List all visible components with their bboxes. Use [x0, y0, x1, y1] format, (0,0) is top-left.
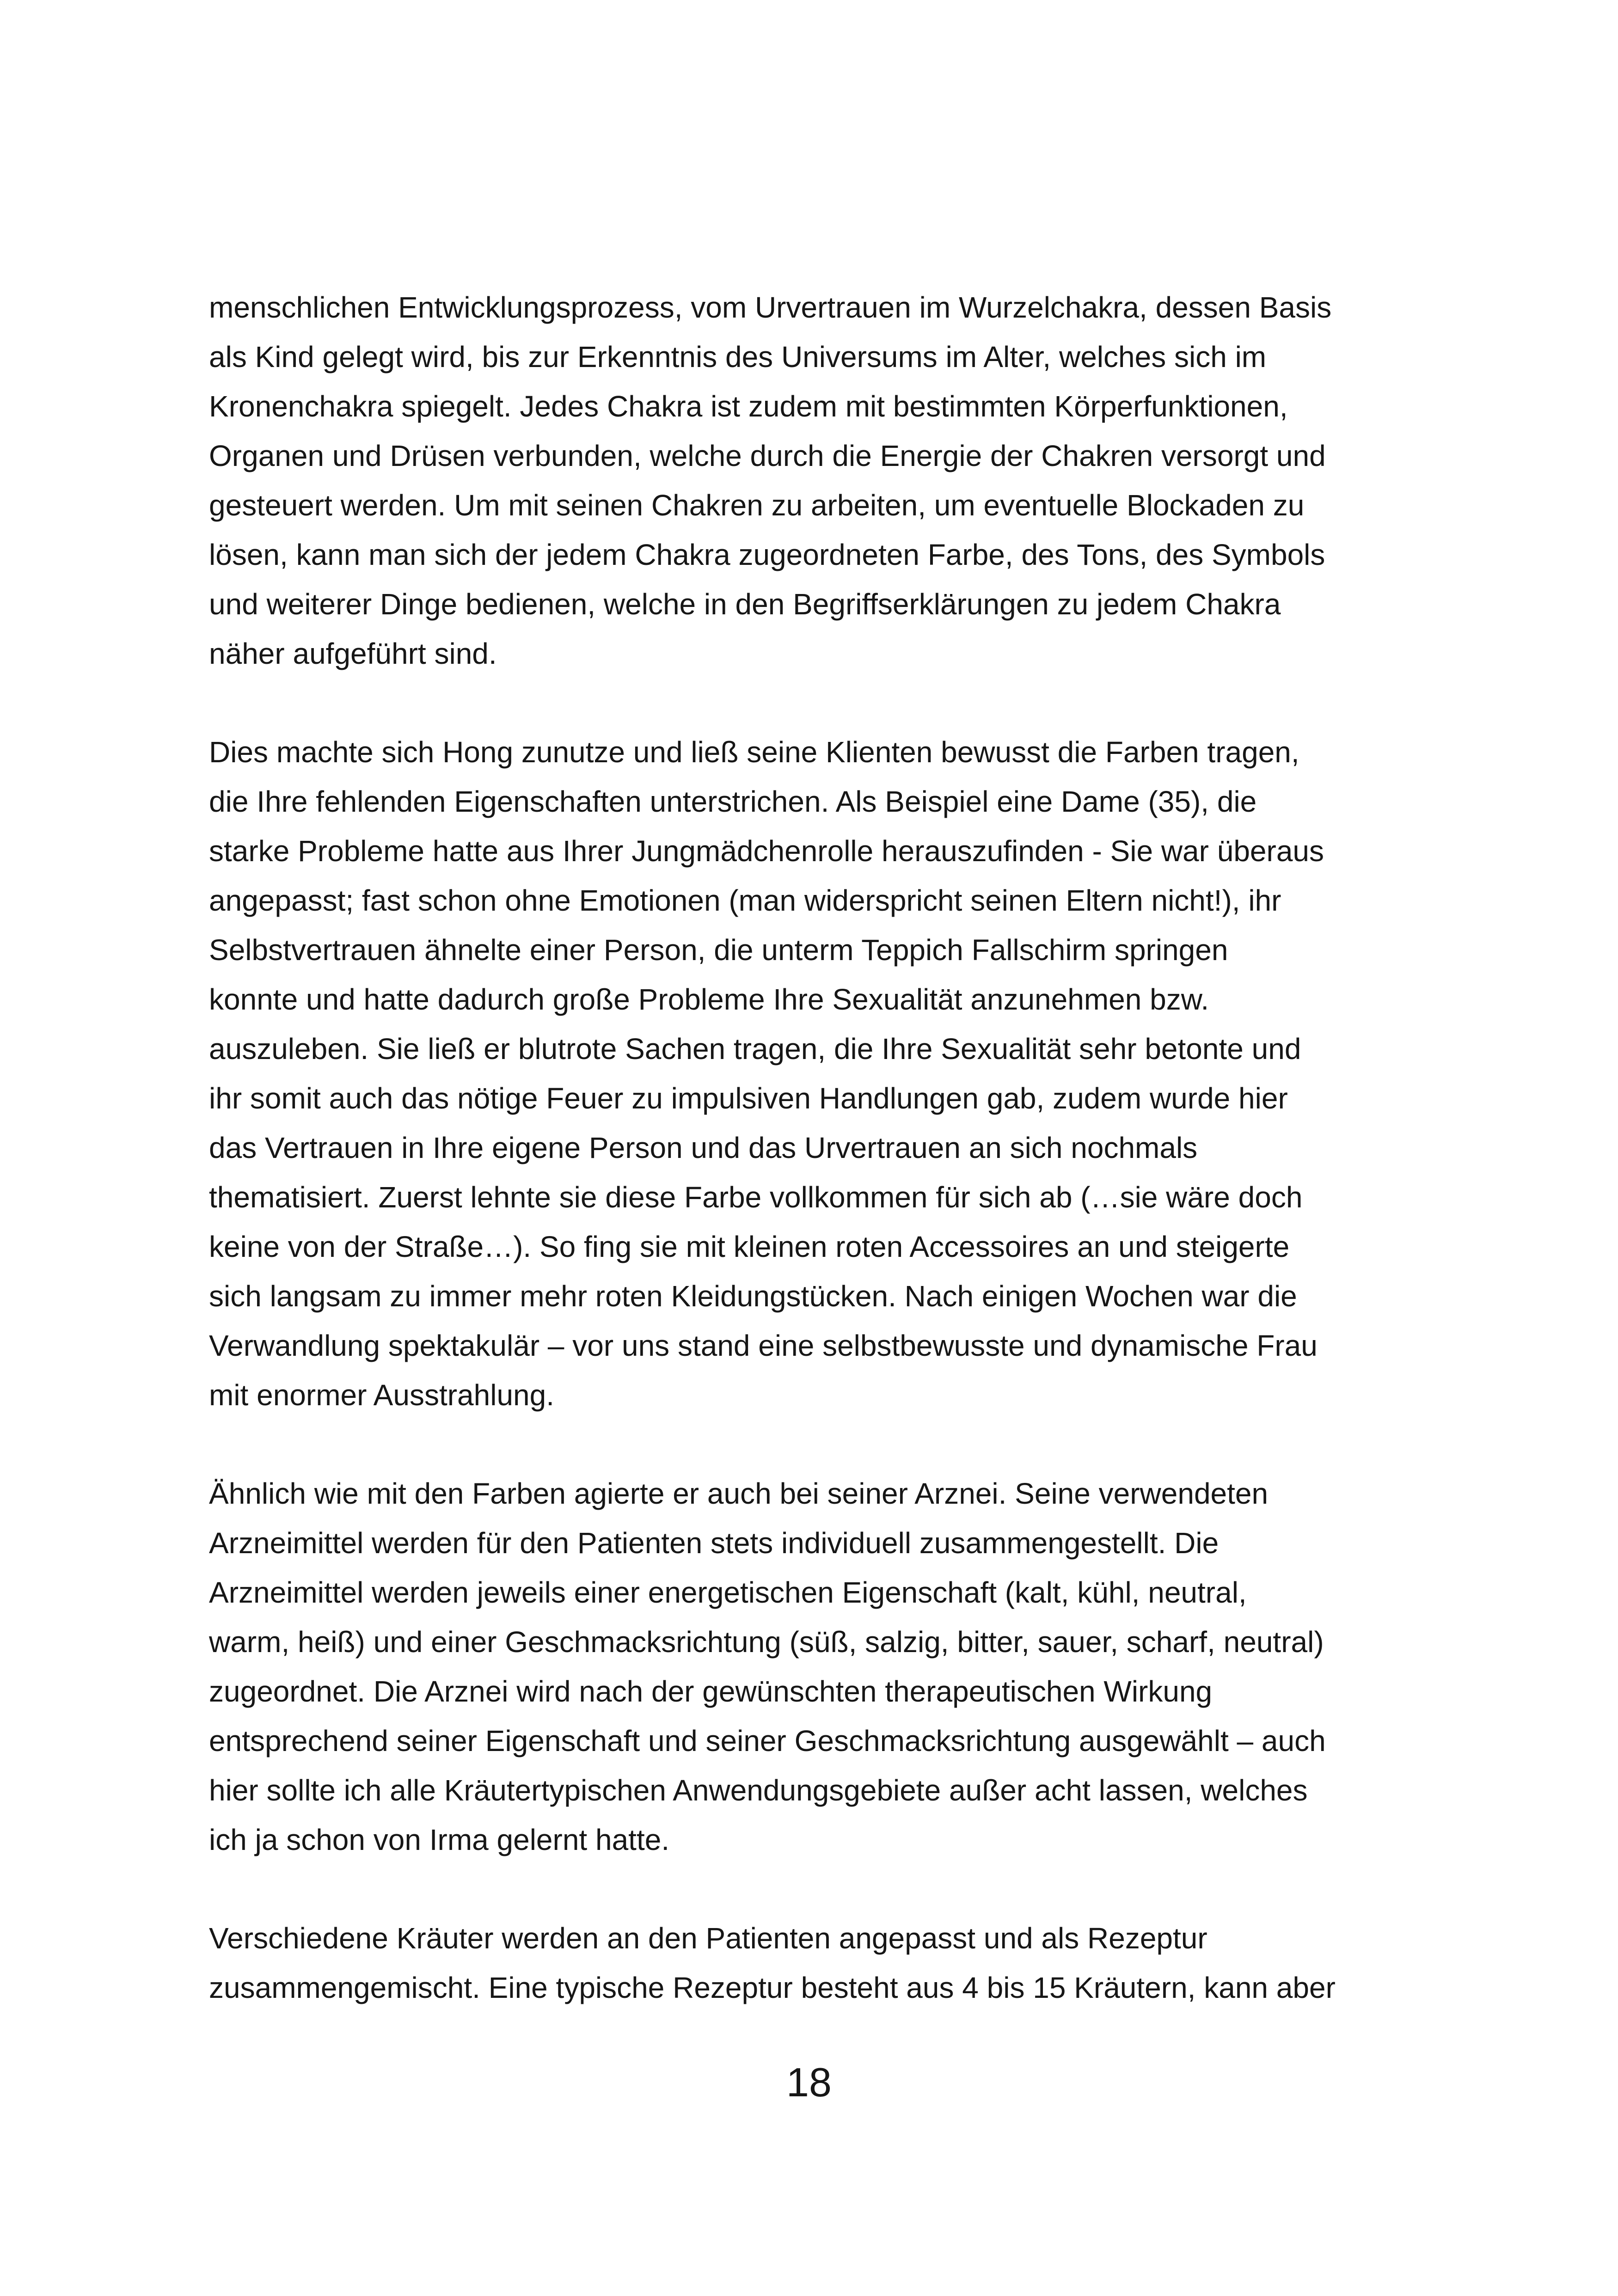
text-line: sich langsam zu immer mehr roten Kleidungstücken. Nach einigen Wochen war die — [209, 1280, 1297, 1313]
text-line: ihr somit auch das nötige Feuer zu impulsiven Handlungen gab, zudem wurde hier — [209, 1082, 1288, 1115]
text-line: menschlichen Entwicklungsprozess, vom Urvertrauen im Wurzelchakra, dessen Basis — [209, 291, 1332, 324]
text-line: und weiterer Dinge bedienen, welche in den Begriffserklärungen zu jedem Chakra — [209, 588, 1281, 621]
text-line: Arzneimittel werden für den Patienten stets individuell zusammengestellt. Die — [209, 1526, 1219, 1560]
text-line: thematisiert. Zuerst lehnte sie diese Farbe vollkommen für sich ab (…sie wäre doch — [209, 1181, 1303, 1214]
text-line: als Kind gelegt wird, bis zur Erkenntnis des Universums im Alter, welches sich im — [209, 340, 1267, 373]
text-line: näher aufgeführt sind. — [209, 637, 497, 670]
text-line: Kronenchakra spiegelt. Jedes Chakra ist zudem mit bestimmten Körperfunktionen, — [209, 390, 1288, 423]
text-line: Arzneimittel werden jeweils einer energetischen Eigenschaft (kalt, kühl, neutral, — [209, 1576, 1247, 1609]
body-text — [209, 283, 1420, 2013]
text-line: Selbstvertrauen ähnelte einer Person, die unterm Teppich Fallschirm springen — [209, 933, 1228, 967]
paragraph-medicine — [209, 1469, 1420, 1865]
text-line: Dies machte sich Hong zunutze und ließ seine Klienten bewusst die Farben tragen, — [209, 735, 1299, 769]
text-line: zusammengemischt. Eine typische Rezeptur besteht aus 4 bis 15 Kräutern, kann aber — [209, 1971, 1336, 2004]
text-line: mit enormer Ausstrahlung. — [209, 1378, 554, 1412]
text-line: Verwandlung spektakulär – vor uns stand eine selbstbewusste und dynamische Frau — [209, 1329, 1318, 1362]
text-line: keine von der Straße…). So fing sie mit kleinen roten Accessoires an und steigerte — [209, 1230, 1290, 1263]
text-line: starke Probleme hatte aus Ihrer Jungmädchenrolle herauszufinden - Sie war überaus — [209, 834, 1324, 868]
text-line: hier sollte ich alle Kräutertypischen Anwendungsgebiete außer acht lassen, welches — [209, 1774, 1308, 1807]
text-line: lösen, kann man sich der jedem Chakra zugeordneten Farbe, des Tons, des Symbols — [209, 538, 1325, 571]
text-line: auszuleben. Sie ließ er blutrote Sachen tragen, die Ihre Sexualität sehr betonte und — [209, 1032, 1301, 1065]
page-number: 18 — [786, 2059, 832, 2105]
text-line: Ähnlich wie mit den Farben agierte er auch bei seiner Arznei. Seine verwendeten — [209, 1477, 1269, 1510]
text-line: angepasst; fast schon ohne Emotionen (man widerspricht seinen Eltern nicht!), ihr — [209, 884, 1281, 917]
paragraph-chakra-development — [209, 283, 1420, 679]
text-line: Organen und Drüsen verbunden, welche durch die Energie der Chakren versorgt und — [209, 439, 1326, 472]
text-line: entsprechend seiner Eigenschaft und seiner Geschmacksrichtung ausgewählt – auch — [209, 1724, 1326, 1757]
text-line: konnte und hatte dadurch große Probleme Ihre Sexualität anzunehmen bzw. — [209, 983, 1209, 1016]
text-line: warm, heiß) und einer Geschmacksrichtung (süß, salzig, bitter, sauer, scharf, neutral) — [209, 1625, 1324, 1659]
text-line: gesteuert werden. Um mit seinen Chakren zu arbeiten, um eventuelle Blockaden zu — [209, 489, 1305, 522]
text-line: zugeordnet. Die Arznei wird nach der gewünschten therapeutischen Wirkung — [209, 1675, 1213, 1708]
text-line: das Vertrauen in Ihre eigene Person und das Urvertrauen an sich nochmals — [209, 1131, 1198, 1164]
paragraph-herbs — [209, 1914, 1420, 2013]
text-line: Verschiedene Kräuter werden an den Patienten angepasst und als Rezeptur — [209, 1922, 1207, 1955]
text-line: die Ihre fehlenden Eigenschaften unterstrichen. Als Beispiel eine Dame (35), die — [209, 785, 1257, 818]
text-line: ich ja schon von Irma gelernt hatte. — [209, 1823, 670, 1856]
paragraph-color-example — [209, 728, 1420, 1420]
